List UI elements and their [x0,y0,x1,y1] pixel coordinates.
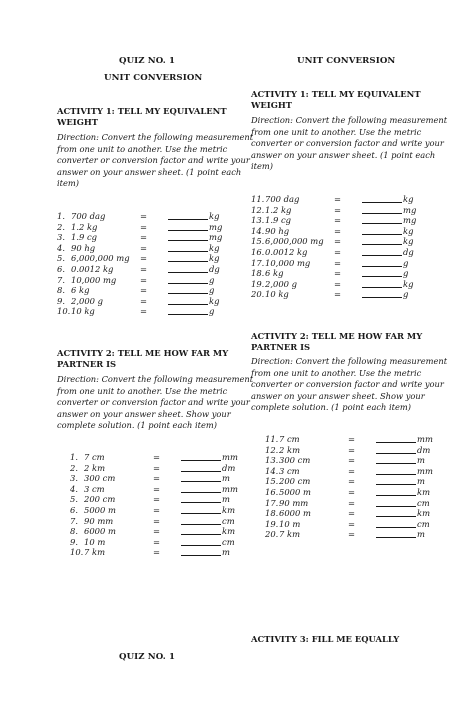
answer-blank[interactable] [181,484,221,493]
equals-sign: = [348,529,356,540]
conversion-item [70,526,240,536]
quiz-title: QUIZ NO. 1 [119,56,176,66]
answer-blank[interactable] [376,519,416,528]
direction-line: complete solution. (1 point each item) [251,402,412,412]
item-number: 7. [57,274,65,285]
target-unit: dm [417,444,431,455]
item-value: 700 dag [265,194,300,204]
equals-sign: = [140,295,148,306]
equals-sign: = [348,476,356,487]
answer-blank[interactable] [376,508,416,517]
target-unit: kg [403,194,414,204]
equals-sign: = [140,306,148,317]
conversion-item [70,505,240,515]
item-value: 2,000 g [71,295,103,306]
right-activity2-title-line2: PARTNER IS [251,342,311,352]
target-unit: cm [417,497,430,508]
conversion-item [251,247,421,257]
direction-line: Direction: Convert the following measurement [57,132,254,142]
equals-sign: = [153,547,161,558]
conversion-item [57,275,227,285]
conversion-item [265,445,435,455]
answer-blank[interactable] [168,211,208,220]
conversion-item [265,455,435,465]
equals-sign: = [140,253,148,264]
target-unit: g [209,285,215,296]
conversion-item [70,463,240,473]
item-value: 300 cm [279,455,311,466]
item-number: 1. [57,211,65,221]
target-unit: dg [209,264,220,274]
right-activity1-direction [251,115,447,173]
item-number: 14. [251,225,265,236]
target-unit: g [209,306,215,317]
item-number: 4. [70,483,78,494]
item-value: 90 hg [71,242,96,253]
target-unit: mm [417,465,433,476]
item-value: 10 kg [71,306,95,317]
target-unit: km [222,505,236,515]
answer-blank[interactable] [168,264,208,273]
answer-blank[interactable] [168,253,208,262]
answer-blank[interactable] [362,205,402,214]
item-value: 1.2 kg [71,221,98,232]
item-number: 2. [70,462,78,473]
item-value: 6,000,000 mg [265,236,324,247]
item-number: 13. [251,215,265,226]
target-unit: m [222,473,230,484]
activity2-title-line2: PARTNER IS [57,359,117,369]
item-value: 5000 m [279,487,311,497]
direction-line: from one unit to another. Use the metric [251,367,422,378]
answer-blank[interactable] [168,285,208,294]
equals-sign: = [153,494,161,505]
activity1-title [57,106,227,128]
item-number: 8. [57,285,65,296]
item-number: 18. [251,268,265,279]
item-value: 7 km [279,529,301,540]
direction-line: complete solution. (1 point each item) [57,420,218,430]
target-unit: km [417,508,431,519]
conversion-item [265,434,435,444]
equals-sign: = [348,465,356,476]
conversion-item [57,285,227,295]
item-value: 3 cm [279,465,300,476]
equals-sign: = [334,247,342,257]
equals-sign: = [334,204,342,215]
answer-blank[interactable] [362,236,402,245]
target-unit: kg [209,295,220,306]
direction-line: from one unit to another. Use the metric [57,385,228,396]
target-unit: m [222,494,230,505]
answer-blank[interactable] [376,434,416,443]
conversion-item [265,466,435,476]
target-unit: g [403,268,409,279]
conversion-item [70,494,240,504]
target-unit: kg [403,225,414,236]
right-activity1-title [251,89,421,111]
item-number: 14. [265,465,279,476]
direction-line: converter or conversion factor and write your [57,155,250,165]
conversion-item [57,264,227,274]
activity1-direction [57,132,253,190]
activity2-title [57,348,228,370]
target-unit: cm [222,536,235,547]
conversion-item [70,484,240,494]
target-unit: cm [417,518,430,529]
answer-blank[interactable] [376,466,416,475]
equals-sign: = [153,483,161,494]
direction-line: item) [57,178,80,188]
equals-sign: = [334,268,342,279]
item-value: 2,000 g [265,278,297,289]
item-number: 9. [57,295,65,306]
item-number: 6. [70,505,78,515]
item-value: 1.9 cg [71,232,98,243]
answer-blank[interactable] [181,547,221,556]
conversion-item [251,236,421,246]
conversion-item [57,211,227,221]
equals-sign: = [153,536,161,547]
answer-blank[interactable] [362,279,402,288]
answer-blank[interactable] [376,455,416,464]
item-number: 19. [251,278,265,289]
answer-blank[interactable] [362,226,402,235]
answer-blank[interactable] [181,494,221,503]
target-unit: m [417,455,425,466]
direction-line: answer on your answer sheet. (1 point each [57,166,242,177]
direction-line: converter or conversion factor and write your [251,138,444,148]
equals-sign: = [153,473,161,484]
equals-sign: = [334,225,342,236]
item-value: 3 cm [84,483,105,494]
activity1-title-line2: WEIGHT [57,117,99,127]
target-unit: kg [403,278,414,289]
equals-sign: = [140,285,148,296]
item-number: 3. [57,232,65,243]
direction-line: converter or conversion factor and write your [251,379,444,389]
target-unit: g [403,289,409,300]
item-value: 10 m [84,536,106,547]
target-unit: kg [209,211,220,221]
target-unit: mm [222,452,238,462]
item-value: 6 kg [71,285,90,296]
item-value: 0.0012 kg [265,247,308,257]
item-number: 6. [57,264,65,274]
answer-blank[interactable] [362,247,402,256]
answer-blank[interactable] [168,296,208,305]
answer-blank[interactable] [362,289,402,298]
conversion-item [57,232,227,242]
item-number: 16. [251,247,265,257]
item-value: 200 cm [279,476,311,487]
item-value: 7 cm [84,452,105,462]
conversion-item [265,519,435,529]
equals-sign: = [334,215,342,226]
equals-sign: = [153,462,161,473]
item-number: 12. [251,204,265,215]
item-number: 12. [265,444,279,455]
answer-blank[interactable] [376,476,416,485]
conversion-item [57,253,227,263]
equals-sign: = [348,497,356,508]
item-number: 17. [265,497,279,508]
item-number: 20. [251,289,265,300]
conversion-item [265,487,435,497]
item-number: 4. [57,242,65,253]
conversion-item [251,289,421,299]
direction-line: Direction: Convert the following measurement [57,374,254,384]
right-activity2-title [251,331,422,353]
answer-blank[interactable] [168,232,208,241]
activity2-title-line1: ACTIVITY 2: TELL ME HOW FAR MY [57,348,229,358]
equals-sign: = [140,232,148,243]
item-number: 2. [57,221,65,232]
conversion-item [70,473,240,483]
target-unit: kg [209,253,220,264]
conversion-item [251,226,421,236]
target-unit: km [222,526,236,537]
answer-blank[interactable] [376,445,416,454]
target-unit: mg [403,204,417,215]
target-unit: kg [209,242,220,253]
activity2-direction [57,374,253,432]
equals-sign: = [140,274,148,285]
target-unit: dm [222,462,236,473]
target-unit: cm [222,515,235,526]
answer-blank[interactable] [181,537,221,546]
equals-sign: = [153,526,161,537]
answer-blank[interactable] [181,505,221,514]
item-value: 300 cm [84,473,116,484]
target-unit: m [417,476,425,487]
answer-blank[interactable] [362,258,402,267]
equals-sign: = [140,211,148,221]
conversion-item [265,498,435,508]
equals-sign: = [348,518,356,529]
equals-sign: = [140,221,148,232]
conversion-item [57,296,227,306]
conversion-item [251,205,421,215]
right-activity1-title-line2: WEIGHT [251,100,293,110]
item-value: 700 dag [71,211,106,221]
target-unit: kg [403,236,414,247]
answer-blank[interactable] [362,194,402,203]
equals-sign: = [140,242,148,253]
item-value: 10 m [279,518,301,529]
item-number: 15. [251,236,265,247]
item-value: 90 mm [84,515,114,526]
direction-line: Direction: Convert the following measurement [251,115,448,125]
answer-blank[interactable] [168,275,208,284]
item-number: 11. [265,434,279,444]
right-subject-heading: UNIT CONVERSION [297,56,396,66]
footer-quiz-title: QUIZ NO. 1 [119,652,176,662]
equals-sign: = [348,487,356,497]
item-value: 1.9 cg [265,215,292,226]
right-activity1-title-line1: ACTIVITY 1: TELL MY EQUIVALENT [251,89,421,99]
item-value: 5000 m [84,505,116,515]
answer-blank[interactable] [376,487,416,496]
direction-line: converter or conversion factor and write your [57,397,250,407]
target-unit: km [417,487,431,497]
target-unit: g [209,274,215,285]
item-number: 10. [70,547,84,558]
conversion-item [57,243,227,253]
conversion-item [251,194,421,204]
activity1-title-line1: ACTIVITY 1: TELL MY EQUIVALENT [57,106,227,116]
direction-line: answer on your answer sheet. Show your [57,408,231,419]
conversion-item [70,547,240,557]
answer-blank[interactable] [376,529,416,538]
equals-sign: = [140,264,148,274]
item-value: 7 cm [279,434,300,444]
item-number: 3. [70,473,78,484]
conversion-item [251,279,421,289]
answer-blank[interactable] [181,463,221,472]
direction-line: Direction: Convert the following measurement [251,356,448,366]
target-unit: mg [209,221,223,232]
answer-blank[interactable] [376,498,416,507]
equals-sign: = [348,508,356,519]
direction-line: item) [251,161,274,171]
target-unit: mm [222,483,238,494]
item-number: 5. [70,494,78,505]
item-number: 20. [265,529,279,540]
item-number: 15. [265,476,279,487]
equals-sign: = [334,278,342,289]
equals-sign: = [334,257,342,268]
item-number: 19. [265,518,279,529]
activity3-title: ACTIVITY 3: FILL ME EQUALLY [251,634,400,644]
item-value: 0.0012 kg [71,264,114,274]
item-value: 2 km [84,462,106,473]
item-number: 1. [70,452,78,462]
target-unit: mg [403,215,417,226]
item-value: 90 hg [265,225,290,236]
item-value: 6000 m [84,526,116,537]
answer-blank[interactable] [181,526,221,535]
answer-blank[interactable] [362,268,402,277]
equals-sign: = [153,452,161,462]
item-number: 17. [251,257,265,268]
equals-sign: = [153,505,161,515]
conversion-item [251,215,421,225]
item-value: 6,000,000 mg [71,253,130,264]
conversion-item [70,452,240,462]
equals-sign: = [153,515,161,526]
answer-blank[interactable] [168,243,208,252]
conversion-item [57,222,227,232]
item-value: 90 mm [279,497,309,508]
equals-sign: = [348,434,356,444]
answer-blank[interactable] [168,222,208,231]
item-value: 2 km [279,444,301,455]
item-value: 6000 m [279,508,311,519]
answer-blank[interactable] [181,473,221,482]
conversion-item [70,516,240,526]
right-activity2-title-line1: ACTIVITY 2: TELL ME HOW FAR MY [251,331,423,341]
equals-sign: = [348,444,356,455]
conversion-item [265,508,435,518]
target-unit: g [403,257,409,268]
answer-blank[interactable] [181,516,221,525]
item-number: 7. [70,515,78,526]
item-value: 10,000 mg [71,274,117,285]
item-number: 11. [251,194,265,204]
target-unit: m [222,547,230,558]
equals-sign: = [334,236,342,247]
item-number: 5. [57,253,65,264]
item-value: 10,000 mg [265,257,311,268]
answer-blank[interactable] [181,452,221,461]
direction-line: from one unit to another. Use the metric [251,126,422,137]
direction-line: answer on your answer sheet. (1 point each [251,149,436,160]
conversion-item [57,306,227,316]
conversion-item [265,529,435,539]
equals-sign: = [334,289,342,300]
direction-line: answer on your answer sheet. Show your [251,390,425,401]
item-value: 10 kg [265,289,289,300]
conversion-item [251,268,421,278]
item-value: 1.2 kg [265,204,292,215]
right-activity2-direction [251,356,447,414]
direction-line: from one unit to another. Use the metric [57,143,228,154]
conversion-item [70,537,240,547]
equals-sign: = [334,194,342,204]
answer-blank[interactable] [362,215,402,224]
equals-sign: = [348,455,356,466]
item-value: 6 kg [265,268,284,279]
item-number: 16. [265,487,279,497]
item-number: 18. [265,508,279,519]
target-unit: dg [403,247,414,257]
item-number: 9. [70,536,78,547]
item-number: 13. [265,455,279,466]
conversion-item [265,476,435,486]
conversion-item [251,258,421,268]
target-unit: m [417,529,425,540]
item-number: 10. [57,306,71,317]
target-unit: mg [209,232,223,243]
item-value: 200 cm [84,494,116,505]
subject-heading: UNIT CONVERSION [104,73,203,83]
answer-blank[interactable] [168,306,208,315]
item-value: 7 km [84,547,106,558]
item-number: 8. [70,526,78,537]
target-unit: mm [417,434,433,444]
